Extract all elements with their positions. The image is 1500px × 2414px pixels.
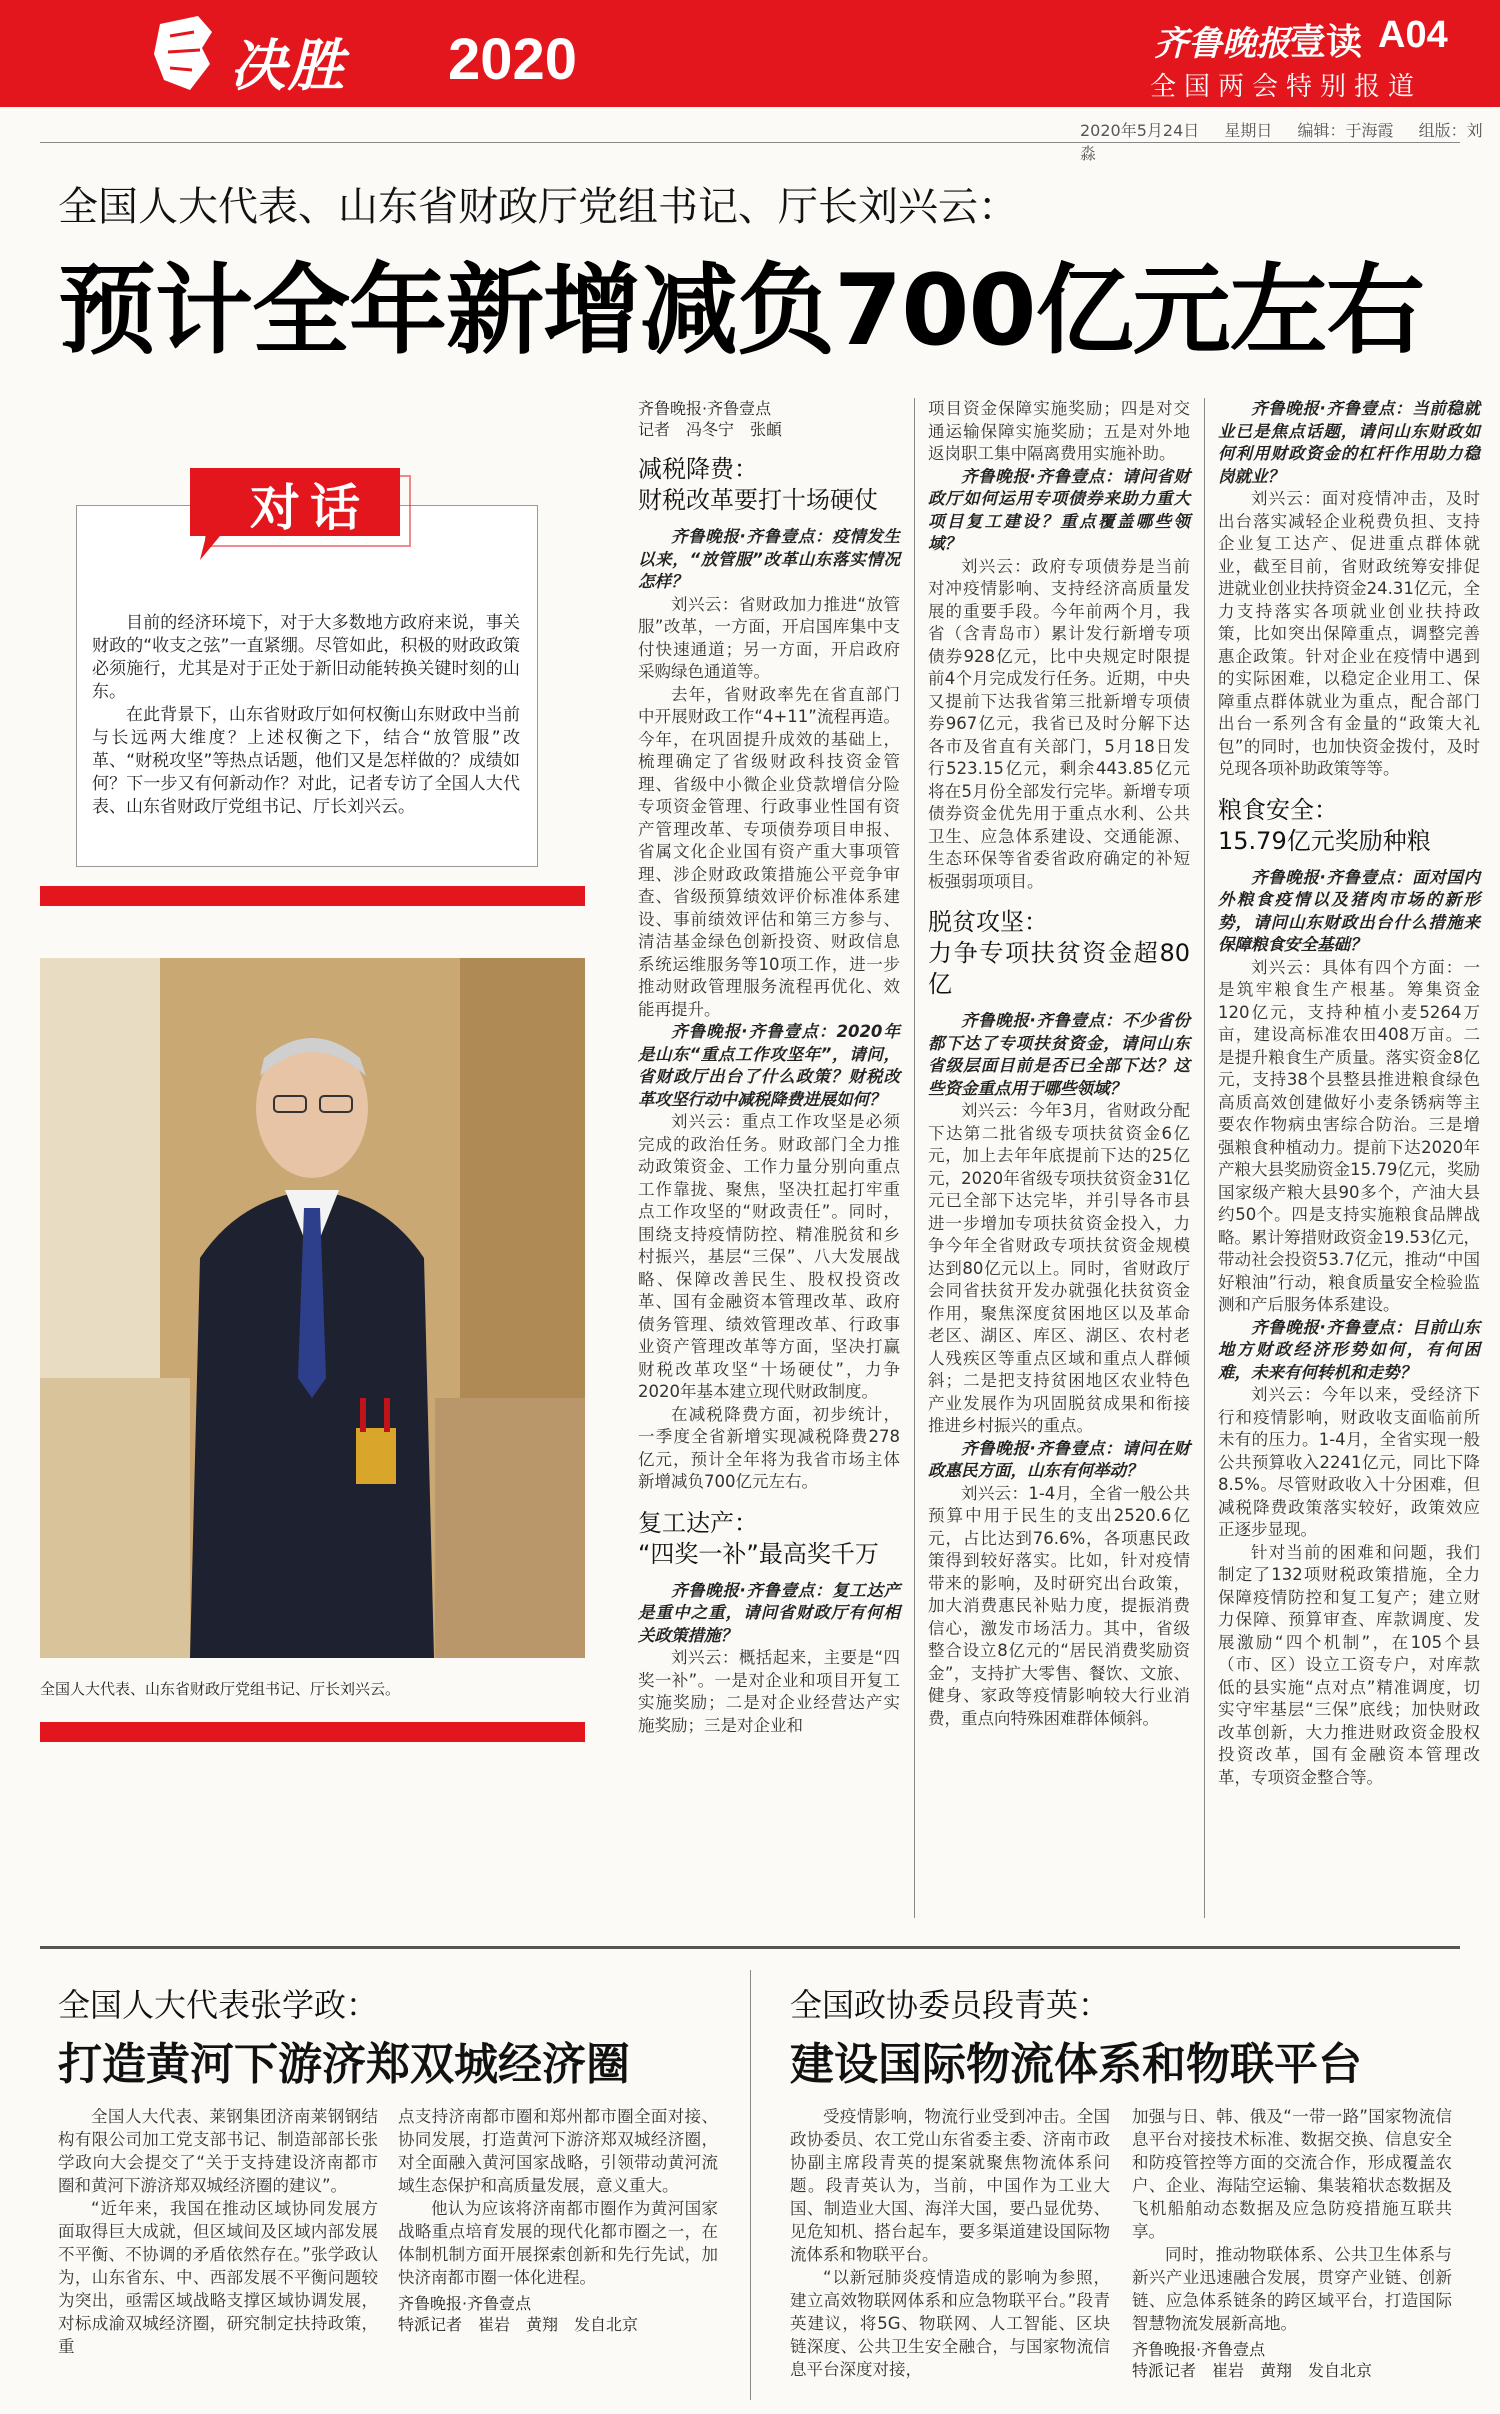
section-subhead xyxy=(1218,795,1480,857)
editor-credit: 编辑：于海霞 xyxy=(1297,121,1394,140)
answer: 刘兴云：今年3月，省财政分配下达第二批省级专项扶贫资金6亿元，加上去年年底提前下达的25亿元，2020年省级专项扶贫资金31亿元已全部下达完毕，并引导各市县进一步增加专项扶贫资金投入，力争今年全省财政专项扶贫资金规模达到80亿元以上。同时，省财政厅会同省扶贫开发办就强化扶贫资金作用，聚焦深度贫困地区以及革命老区、湖区、库区、湖区、农村老人残疾区等重点区域和重点人群倾斜；二是把支持贫困地区农业特色产业发展作为巩固脱贫成果和衔接推进乡村振兴的重点。 xyxy=(928,1101,1190,1435)
paragraph: “以新冠肺炎疫情造成的影响为参照，建立高效物联网体系和应急物联平台。”段青英建议，将5G、物联网、人工智能、区块链深度、公共卫生安全融合，与国家物流信息平台深度对接， xyxy=(790,2268,1110,2379)
top-rule xyxy=(40,142,1460,143)
column-rule xyxy=(750,1970,751,2400)
byline: 特派记者 崔岩 黄翔 发自北京 xyxy=(1132,2361,1373,2380)
answer: 刘兴云：面对疫情冲击，及时出台落实减轻企业税费负担、支持企业复工达产、促进重点群体就业，截至目前，省财政统筹安排促进就业创业扶持资金24.31亿元，全力支持落实各项就业创业扶持政策，比如突出保障重点，调整完善惠企政策。针对企业在疫情中遇到的实际困难，以稳定企业用工、保障重点群体就业为重点，配合部门出台一系列含有金量的“政策大礼包”的同时，也加快资金拨付，及时兑现各项补助政策等等。 xyxy=(1218,489,1480,778)
answer: 刘兴云：概括起来，主要是“四奖一补”。一是对企业和项目开复工实施奖励；二是对企业经营达产实施奖励；三是对企业和 xyxy=(638,1648,900,1735)
paragraph: “近年来，我国在推动区域协同发展方面取得巨大成就，但区域间及区域内部发展不平衡、不协调的矛盾依然存在。”张学政认为，山东省东、中、西部发展不平衡问题较为突出，亟需区域战略支撑区域协调发展，对标成渝双城经济圈，研究制定扶持政策，重 xyxy=(58,2199,378,2356)
byline: 特派记者 崔岩 黄翔 发自北京 xyxy=(398,2315,639,2334)
paragraph: 受疫情影响，物流行业受到冲击。全国政协委员、农工党山东省委主委、济南市政协副主席段青英的提案就聚焦物流体系问题。段青英认为，当前，中国作为工业大国、制造业大国、海洋大国，要凸显优势、见危知机、搭台起车，要多渠道建设国际物流体系和物联平台。 xyxy=(790,2107,1110,2264)
section-name: 壹读 xyxy=(1290,22,1363,63)
intro-paragraph: 在此背景下，山东省财政厅如何权衡山东财政中当前与长远两大维度？上述权衡之下，结合“放管服”改革、“财税攻坚”等热点话题，他们又是怎样做的？成绩如何？下一步又有何新动作？对此，记者专访了全国人大代表、山东省财政厅党组书记、厅长刘兴云。 xyxy=(92,705,520,817)
question: 齐鲁晚报·齐鲁壹点：2020年是山东“重点工作攻坚年”，请问，省财政厅出台了什么政策？财税改革攻坚行动中减税降费进展如何？ xyxy=(638,1022,900,1109)
article-headline: 预计全年新增减负700亿元左右 xyxy=(58,254,1424,368)
section-divider xyxy=(40,1946,1460,1949)
subhead-title: 力争专项扶贫资金超80亿 xyxy=(928,939,1190,998)
column-rule xyxy=(1204,398,1205,1918)
paper-name: 齐鲁晚报 xyxy=(1154,24,1290,64)
paragraph: 项目资金保障实施奖励；四是对交通运输保障实施奖励；五是对外地返岗职工集中隔离费用实施补助。 xyxy=(928,399,1190,463)
paragraph: 点支持济南都市圈和郑州都市圈全面对接、协同发展，打造黄河下游济郑双城经济圈，对全面融入黄河国家战略，引领带动黄河流域生态保护和高质量发展，意义重大。 xyxy=(398,2107,718,2195)
left-story-kicker: 全国人大代表张学政： xyxy=(58,1986,379,2024)
subhead-label: 减税降费： xyxy=(638,455,758,483)
right-story-column-1 xyxy=(790,2105,1110,2381)
masthead-banner xyxy=(0,0,1500,107)
article-column-2 xyxy=(928,398,1190,1730)
section-subhead xyxy=(638,1508,900,1570)
red-rule xyxy=(40,1722,585,1742)
left-story-headline: 打造黄河下游济郑双城经济圈 xyxy=(58,2039,630,2090)
right-story-column-2 xyxy=(1132,2105,1452,2381)
page-number: A04 xyxy=(1378,14,1448,56)
layout-credit: 组版：刘淼 xyxy=(1080,121,1483,163)
subhead-title: “四奖一补”最高奖千万 xyxy=(638,1539,879,1568)
article-column-3 xyxy=(1218,398,1480,1789)
brand-year: 2020 xyxy=(448,27,578,92)
article-kicker: 全国人大代表、山东省财政厅党组书记、厅长刘兴云： xyxy=(58,184,1018,230)
paragraph: 针对当前的困难和问题，我们制定了132项财税政策措施，全力保障疫情防控和复工复产；建立财力保障、预算审查、库款调度、发展激励“四个机制”，在105个县（市、区）设立工资专户，对库款低的县实施“点对点”精准调度，切实守牢基层“三保”底线；加快财政改革创新，大力推进财政资金股权投资改革，国有金融资本管理改革，专项资金整合等。 xyxy=(1218,1542,1480,1787)
intro-paragraph: 目前的经济环境下，对于大多数地方政府来说，事关财政的“收支之弦”一直紧绷。尽管如此，积极的财政政策必须施行，尤其是对于正处于新旧动能转换关键时刻的山东。 xyxy=(92,613,520,702)
issue-date: 2020年5月24日 xyxy=(1080,121,1200,140)
subhead-label: 脱贫攻坚： xyxy=(928,908,1048,936)
answer: 刘兴云：重点工作攻坚是必须完成的政治任务。财政部门全力推动政策资金、工作力量分别向重点工作靠拢、聚焦，坚决扛起打牢重点工作攻坚的“财政责任”。同时，围绕支持疫情防控、精准脱贫和乡村振兴，基层“三保”、八大发展战略、保障改善民生、股权投资改革、国有金融资本管理改革、政府债务管理、绩效管理改革、行政事业资产管理改革等方面，坚决打赢财税改革攻坚“十场硬仗”，力争2020年基本建立现代财政制度。 xyxy=(638,1112,900,1401)
subhead-title: 财税改革要打十场硬仗 xyxy=(638,486,878,514)
issue-weekday: 星期日 xyxy=(1224,121,1273,140)
answer: 刘兴云：具体有四个方面：一是筑牢粮食生产根基。筹集资金120亿元，支持种植小麦5264万亩，建设高标准农田408万亩。二是提升粮食生产质量。落实资金8亿元，支持38个县整县推进粮食绿色高质高效创建做好小麦条锈病等主要农作物病虫害综合防治。三是增强粮食种植动力。提前下达2020年产粮大县奖励资金15.79亿元，奖励国家级产粮大县90多个，产油大县约50个。四是支持实施粮食品牌战略。累计筹措财政资金19.53亿元，带动社会投资53.7亿元，推动“中国好粮油”行动，粮食质量安全检验监测和产后服务体系建设。 xyxy=(1218,957,1480,1314)
issue-meta xyxy=(1080,118,1500,164)
paragraph: 去年，省财政率先在省直部门中开展财政工作“4+11”流程再造。今年，在巩固提升成效的基础上，梳理确定了省级财政科技资金管理、省级中小微企业贷款增信分险专项资金管理、行政事业性国有资产管理改革、专项债券项目申报、省属文化企业国有资产重大事项管理、涉企财政政策措施公平竞争审查、省级预算绩效评价标准体系建设、事前绩效评估和第三方参与、清洁基金绿色创新投资、财政信息系统运维服务等10项工作，进一步推动财政管理服务流程再优化、效能再提升。 xyxy=(638,684,900,1019)
paragraph: 在减税降费方面，初步统计，一季度全省新增实现减税降费278亿元，预计全年将为我省市场主体新增减负700亿元左右。 xyxy=(638,1404,900,1491)
question: 齐鲁晚报·齐鲁壹点：复工达产是重中之重，请问省财政厅有何相关政策措施？ xyxy=(638,1580,900,1645)
question: 齐鲁晚报·齐鲁壹点：当前稳就业已是焦点话题，请问山东财政如何利用财政资金的杠杆作用助力稳岗就业？ xyxy=(1218,399,1480,486)
right-story-kicker: 全国政协委员段青英： xyxy=(790,1986,1111,2024)
byline-source: 齐鲁晚报·齐鲁壹点 xyxy=(638,399,772,418)
right-story-headline: 建设国际物流体系和物联平台 xyxy=(790,2039,1362,2090)
red-rule xyxy=(40,886,585,906)
paragraph: 他认为应该将济南都市圈作为黄河国家战略重点培育发展的现代化都市圈之一，在体制机制方面开展探索创新和先行先试，加快济南都市圈一体化进程。 xyxy=(398,2199,718,2287)
question: 齐鲁晚报·齐鲁壹点：请问省财政厅如何运用专项债券来助力重大项目复工建设？重点覆盖哪些领域？ xyxy=(928,466,1190,553)
question: 齐鲁晚报·齐鲁壹点：不少省份都下达了专项扶贫资金，请问山东省级层面目前是否已全部下达？这些资金重点用于哪些领域？ xyxy=(928,1011,1190,1098)
answer: 刘兴云：今年以来，受经济下行和疫情影响，财政收支面临前所未有的压力。1-4月，全省实现一般公共预算收入2241亿元，同比下降8.5%。尽管财政收入十分困难，但减税降费政策落实较好，政策效应正逐步显现。 xyxy=(1218,1385,1480,1539)
dialog-label: 对话 xyxy=(250,479,370,537)
column-rule xyxy=(914,398,915,1918)
paragraph: 加强与日、韩、俄及“一带一路”国家物流信息平台对接技术标准、数据交换、信息安全和防疫管控等方面的交流合作，形成覆盖农户、企业、海陆空运输、集装箱状态数据及飞机船舶动态数据及应急防疫措施互联共享。 xyxy=(1132,2107,1452,2241)
question: 齐鲁晚报·齐鲁壹点：疫情发生以来，“放管服”改革山东落实情况怎样？ xyxy=(638,527,900,591)
subhead-label: 复工达产： xyxy=(638,1508,758,1537)
answer: 刘兴云：政府专项债券是当前对冲疫情影响、支持经济高质量发展的重要手段。今年前两个月，我省（含青岛市）累计发行新增专项债券928亿元，比中央规定时限提前4个月完成发行任务。近期，中央又提前下达我省第三批新增专项债券967亿元，我省已及时分解下达各市及省直有关部门，5月18日发行523.15亿元，剩余443.85亿元将在5月份全部发行完毕。新增专项债券资金优先用于重点水利、公共卫生、应急体系建设、交通能源、生态环保等省委省政府确定的补短板强弱项项目。 xyxy=(928,556,1190,891)
byline-source: 齐鲁晚报·齐鲁壹点 xyxy=(398,2294,532,2313)
answer: 刘兴云：1-4月，全省一般公共预算中用于民生的支出2520.6亿元，占比达到76.6%，各项惠民政策得到较好落实。比如，针对疫情带来的影响，及时研究出台政策，加大消费惠民补贴力度，提振消费信心，激发市场活力。其中，省级整合设立8亿元的“居民消费奖励资金”，支持扩大零售、餐饮、文旅、健身、家政等疫情影响较大行业消费，重点向特殊困难群体倾斜。 xyxy=(928,1483,1190,1728)
question: 齐鲁晚报·齐鲁壹点：请问在财政惠民方面，山东有何举动？ xyxy=(928,1438,1190,1480)
answer: 刘兴云：省财政加力推进“放管服”改革，一方面，开启国库集中支付快速通道；另一方面，开启政府采购绿色通道等。 xyxy=(638,594,900,681)
subhead-label: 粮食安全： xyxy=(1218,795,1338,824)
photo-caption: 全国人大代表、山东省财政厅党组书记、厅长刘兴云。 xyxy=(40,1680,401,1698)
portrait-photo xyxy=(40,958,585,1658)
paragraph: 全国人大代表、莱钢集团济南莱钢钢结构有限公司加工党支部书记、制造部部长张学政向大会提交了“关于支持建设济南都市圈和黄河下游济郑双城经济圈的建议”。 xyxy=(58,2107,378,2195)
special-report-label: 全国两会特别报道 xyxy=(1150,72,1423,102)
question: 齐鲁晚报·齐鲁壹点：面对国内外粮食疫情以及猪肉市场的新形势，请问山东财政出台什么措施来保障粮食安全基础？ xyxy=(1218,867,1480,954)
section-subhead xyxy=(928,907,1190,1000)
paragraph: 同时，推动物联体系、公共卫生体系与新兴产业迅速融合发展，贯穿产业链、创新链、应急体系链条的跨区域平台，打造国际智慧物流发展新高地。 xyxy=(1132,2245,1452,2333)
portrait-illustration xyxy=(40,958,585,1658)
left-story-column-2 xyxy=(398,2105,718,2335)
left-story-column-1 xyxy=(58,2105,378,2358)
subhead-title: 15.79亿元奖励种粮 xyxy=(1218,826,1431,855)
fist-logo-icon xyxy=(150,14,220,94)
intro-text xyxy=(92,612,520,819)
byline-reporters: 记者 冯冬宁 张頔 xyxy=(638,420,783,439)
section-subhead xyxy=(638,454,900,516)
byline-source: 齐鲁晚报·齐鲁壹点 xyxy=(1132,2340,1266,2359)
brand-title: 决胜 xyxy=(230,33,346,99)
question: 齐鲁晚报·齐鲁壹点：目前山东地方财政经济形势如何，有何困难，未来有何转机和走势？ xyxy=(1218,1317,1480,1382)
article-column-1 xyxy=(638,398,900,1737)
